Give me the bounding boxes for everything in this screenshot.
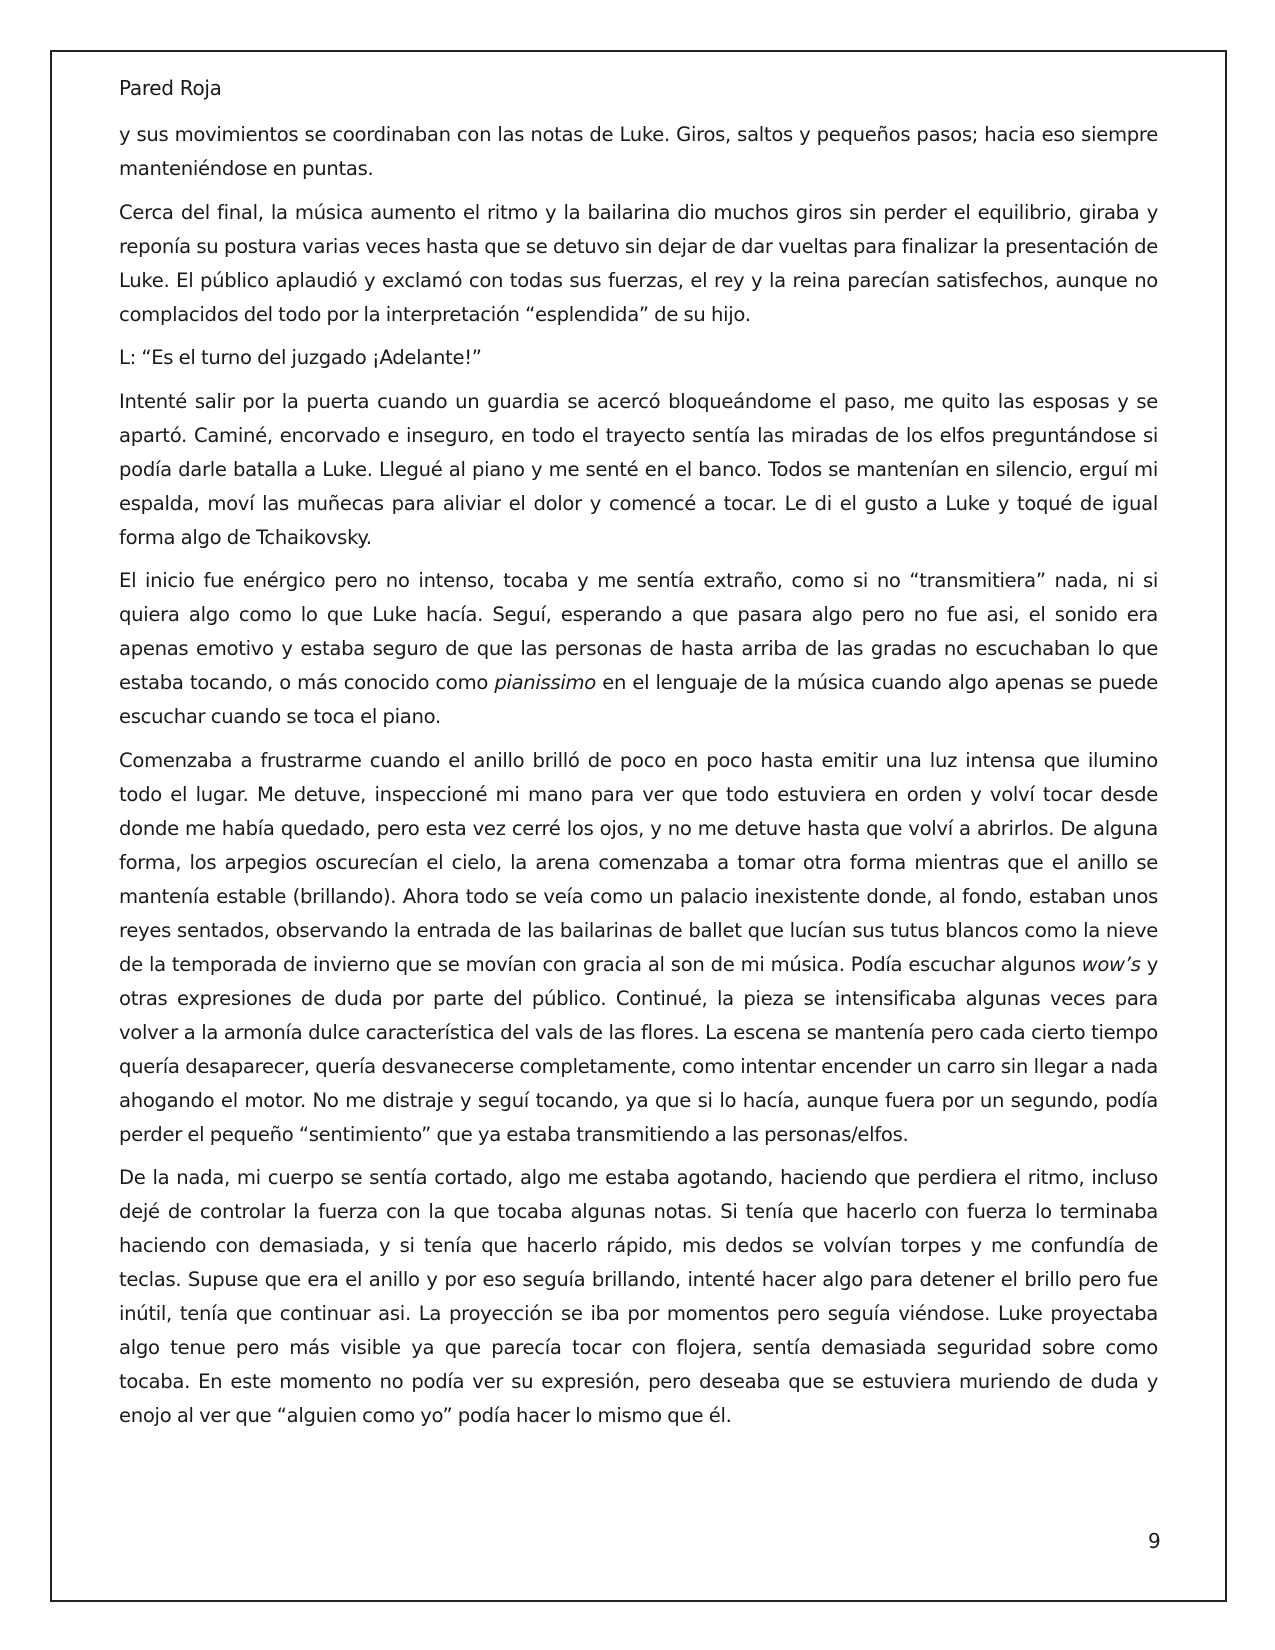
paragraph-5 [119,564,1158,734]
paragraph-6-text-after: y otras expresiones de duda por parte del público. Continué, la pieza se intensificaba algunas veces para volver a la armonía dulce característica del vals de las flores. La escena se mantenía pero cada cierto tiempo quería desaparecer, quería desvanecerse completamente, como intentar encender un carro sin llegar a nada ahogando el motor. No me distraje y seguí tocando, ya que si lo hacía, aunque fuera por un segundo, podía perder el pequeño “sentimiento” que ya estaba transmitiendo a las personas/elfos. [119,952,1158,1146]
body-text [119,118,1158,1443]
paragraph-5-italic-term: pianissimo [494,671,596,694]
paragraph-6 [119,744,1158,1152]
paragraph-5-text-before: El inicio fue enérgico pero no intenso, tocaba y me sentía extraño, como si no “transmitiera” nada, ni si quiera algo como lo que Luke hacía. Seguí, esperando a que pasara algo pero no fue asi, el sonido era apenas emotivo y estaba seguro de que las personas de hasta arriba de las gradas no escuchaban lo que estaba tocando, o más conocido como [119,569,1158,694]
paragraph-2: Cerca del final, la música aumento el ritmo y la bailarina dio muchos giros sin perder el equilibrio, giraba y reponía su postura varias veces hasta que se detuvo sin dejar de dar vueltas para finalizar la presentación de Luke. El público aplaudió y exclamó con todas sus fuerzas, el rey y la reina parecían satisfechos, aunque no complacidos del todo por la interpretación “esplendida” de su hijo. [119,200,1158,326]
paragraph-6-text-before: Comenzaba a frustrarme cuando el anillo brilló de poco en poco hasta emitir una luz intensa que ilumino todo el lugar. Me detuve, inspeccioné mi mano para ver que todo estuviera en orden y volví tocar desde donde me había quedado, pero esta vez cerré los ojos, y no me detuve hasta que volví a abrirlos. De alguna forma, los arpegios oscurecían el cielo, la arena comenzaba a tomar otra forma mientras que el anillo se mantenía estable (brillando). Ahora todo se veía como un palacio inexistente donde, al fondo, estaban unos reyes sentados, observando la entrada de las bailarinas de ballet que lucían sus tutus blancos como la nieve de la temporada de invierno que se movían con gracia al son de mi música. Podía escuchar algunos [119,748,1158,976]
paragraph-5-text-after: en el lenguaje de la música cuando algo apenas se puede escuchar cuando se toca el piano. [119,671,1159,728]
paragraph-4: Intenté salir por la puerta cuando un guardia se acercó bloqueándome el paso, me quito las esposas y se apartó. Caminé, encorvado e inseguro, en todo el trayecto sentía las miradas de los elfos preguntándose si podía darle batalla a Luke. Llegué al piano y me senté en el banco. Todos se mantenían en silencio, erguí mi espalda, moví las muñecas para aliviar el dolor y comencé a tocar. Le di el gusto a Luke y toqué de igual forma algo de Tchaikovsky. [119,389,1158,549]
paragraph-3-dialogue: L: “Es el turno del juzgado ¡Adelante!” [119,346,482,369]
paragraph-7: De la nada, mi cuerpo se sentía cortado, algo me estaba agotando, haciendo que perdiera el ritmo, incluso dejé de controlar la fuerza con la que tocaba algunas notas. Si tenía que hacerlo con fuerza lo terminaba haciendo con demasiada, y si tenía que hacerlo rápido, mis dedos se volvían torpes y me confundía de teclas. Supuse que era el anillo y por eso seguía brillando, intenté hacer algo para detener el brillo pero fue inútil, tenía que continuar asi. La proyección se iba por momentos pero seguía viéndose. Luke proyectaba algo tenue pero más visible ya que parecía tocar con flojera, sentía demasiada seguridad sobre como tocaba. En este momento no podía ver su expresión, pero deseaba que se estuviera muriendo de duda y enojo al ver que “alguien como yo” podía hacer lo mismo que él. [119,1166,1158,1427]
running-header: Pared Roja [119,76,222,100]
page-number: 9 [1148,1529,1161,1553]
paragraph-1: y sus movimientos se coordinaban con las notas de Luke. Giros, saltos y pequeños pasos; hacia eso siempre manteniéndose en puntas. [119,123,1158,180]
paragraph-6-italic-term: wow’s [1081,952,1141,976]
